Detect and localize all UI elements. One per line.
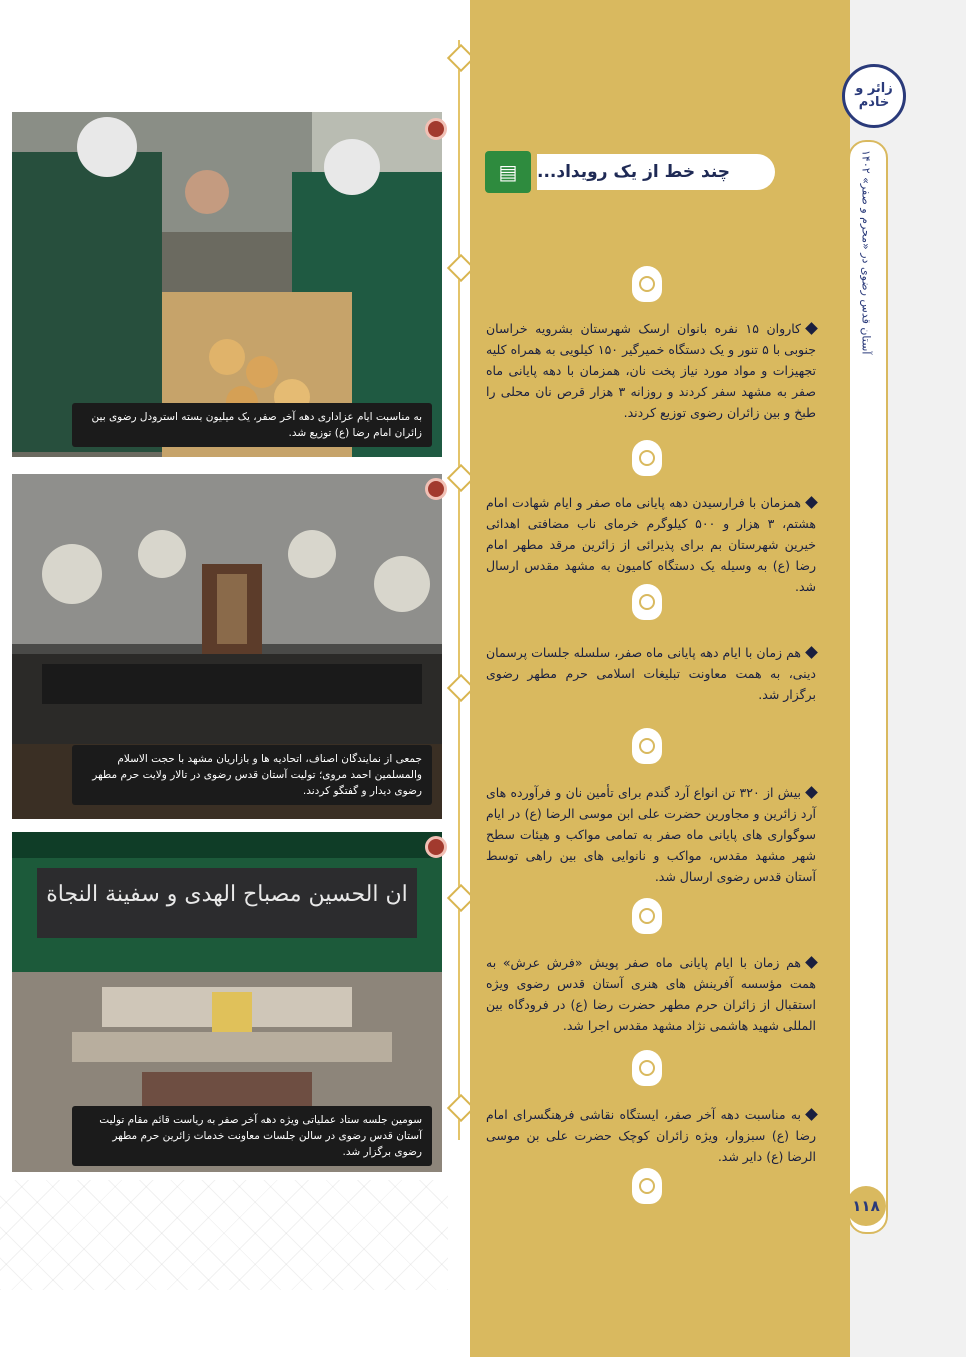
photo-meeting-hall xyxy=(12,474,442,819)
magazine-logo: زائر و خادم xyxy=(842,64,906,128)
rose-icon xyxy=(425,118,447,140)
photo-caption: جمعی از نمایندگان اصناف، اتحادیه ها و بازاریان مشهد با حجت الاسلام والمسلمین احمد مروی؛ تولیت آستان قدس رضوی در تالار ولایت حرم مطهر رضوی دیدار و گفتگو کردند. xyxy=(72,745,432,805)
hand-ornament-icon xyxy=(632,898,662,934)
hand-ornament-icon xyxy=(632,1050,662,1086)
decorative-pattern xyxy=(0,1180,448,1290)
news-item: کاروان ۱۵ نفره بانوان ارسک شهرستان بشرویه خراسان جنوبی با ۵ تنور و یک دستگاه خمیرگیر ۱۵۰ کیلویی به همراه کلیه تجهیزات و مواد مورد نیاز پخت نان، همزمان با دهه پایانی ماه صفر به مشهد سفر کردند و روزانه ۳ هزار قرص نان محلی را طبخ و بین زائران رضوی توزیع کردند. xyxy=(486,321,817,420)
bullet-icon xyxy=(805,1108,818,1121)
page-number: ۱۱۸ xyxy=(846,1186,886,1226)
hand-ornament-icon xyxy=(632,266,662,302)
banner-text: ان الحسین مصباح الهدی و سفینة النجاة xyxy=(46,882,408,907)
vertical-issue-title: آستان قدس رضوی در «محرم و صفر» ۱۴۰۲ xyxy=(859,150,873,355)
news-item: بیش از ۳۲۰ تن انواع آرد گندم برای تأمین نان و فرآورده های آرد زائرین و مجاورین حضرت علی ابن موسی الرضا (ع) در ایام سوگواری های پایانی ماه صفر به تمامی مواکب و هیئات سطح شهر مشهد مقدس، مواکب و نانوایی های بین راهی توسط آستان قدس رضوی ارسال شد. xyxy=(486,785,816,884)
hand-ornament-icon xyxy=(632,440,662,476)
hand-ornament-icon xyxy=(632,728,662,764)
photo-conference-table xyxy=(12,832,442,1172)
photo-food-distribution xyxy=(12,112,442,457)
news-icon: ▤ xyxy=(485,151,531,193)
section-title: چند خط از یک رویداد... xyxy=(537,154,775,190)
section-header xyxy=(485,150,775,194)
rose-icon xyxy=(425,836,447,858)
bullet-icon xyxy=(805,322,818,335)
bullet-icon xyxy=(805,646,818,659)
rose-icon xyxy=(425,478,447,500)
ornamental-divider xyxy=(448,0,470,1357)
news-item: همزمان با فرارسیدن دهه پایانی ماه صفر و ایام شهادت امام هشتم، ۳ هزار و ۵۰۰ کیلوگرم خرمای ناب مضافتی اهدائی خیرین شهرستان بم برای پذیرائی از زائرین مرقد مطهر امام رضا (ع) به وسیله یک دستگاه کامیون به مشهد مقدس ارسال شد. xyxy=(486,495,816,594)
hand-ornament-icon xyxy=(632,1168,662,1204)
news-item: به مناسبت دهه آخر صفر، ایستگاه نقاشی فرهنگسرای امام رضا (ع) سبزوار، ویژه زائران کوچک حضرت علی بن موسی الرضا (ع) دایر شد. xyxy=(486,1107,816,1164)
news-item: هم زمان با ایام پایانی ماه صفر پویش «فرش عرش» به همت مؤسسه آفرینش های هنری آستان قدس رضوی ویژه استقبال از زائران حرم مطهر حضرت رضا (ع) در فرودگاه بین المللی شهید هاشمی نژاد مشهد مقدس اجرا شد. xyxy=(486,955,816,1033)
photo-caption: به مناسبت ایام عزاداری دهه آخر صفر، یک میلیون بسته استرودل رضوی بین زائران امام رضا (ع) توزیع شد. xyxy=(72,403,432,447)
bullet-icon xyxy=(805,956,818,969)
photo-caption: سومین جلسه ستاد عملیاتی ویژه دهه آخر صفر به ریاست قائم مقام تولیت آستان قدس رضوی در سالن جلسات معاونت خدمات زائرین حرم مطهر رضوی برگزار شد. xyxy=(72,1106,432,1166)
news-item: هم زمان با ایام دهه پایانی ماه صفر، سلسله جلسات پرسمان دینی، به همت معاونت تبلیغات اسلامی حرم مطهر رضوی برگزار شد. xyxy=(486,645,816,702)
bullet-icon xyxy=(805,496,818,509)
bullet-icon xyxy=(805,786,818,799)
